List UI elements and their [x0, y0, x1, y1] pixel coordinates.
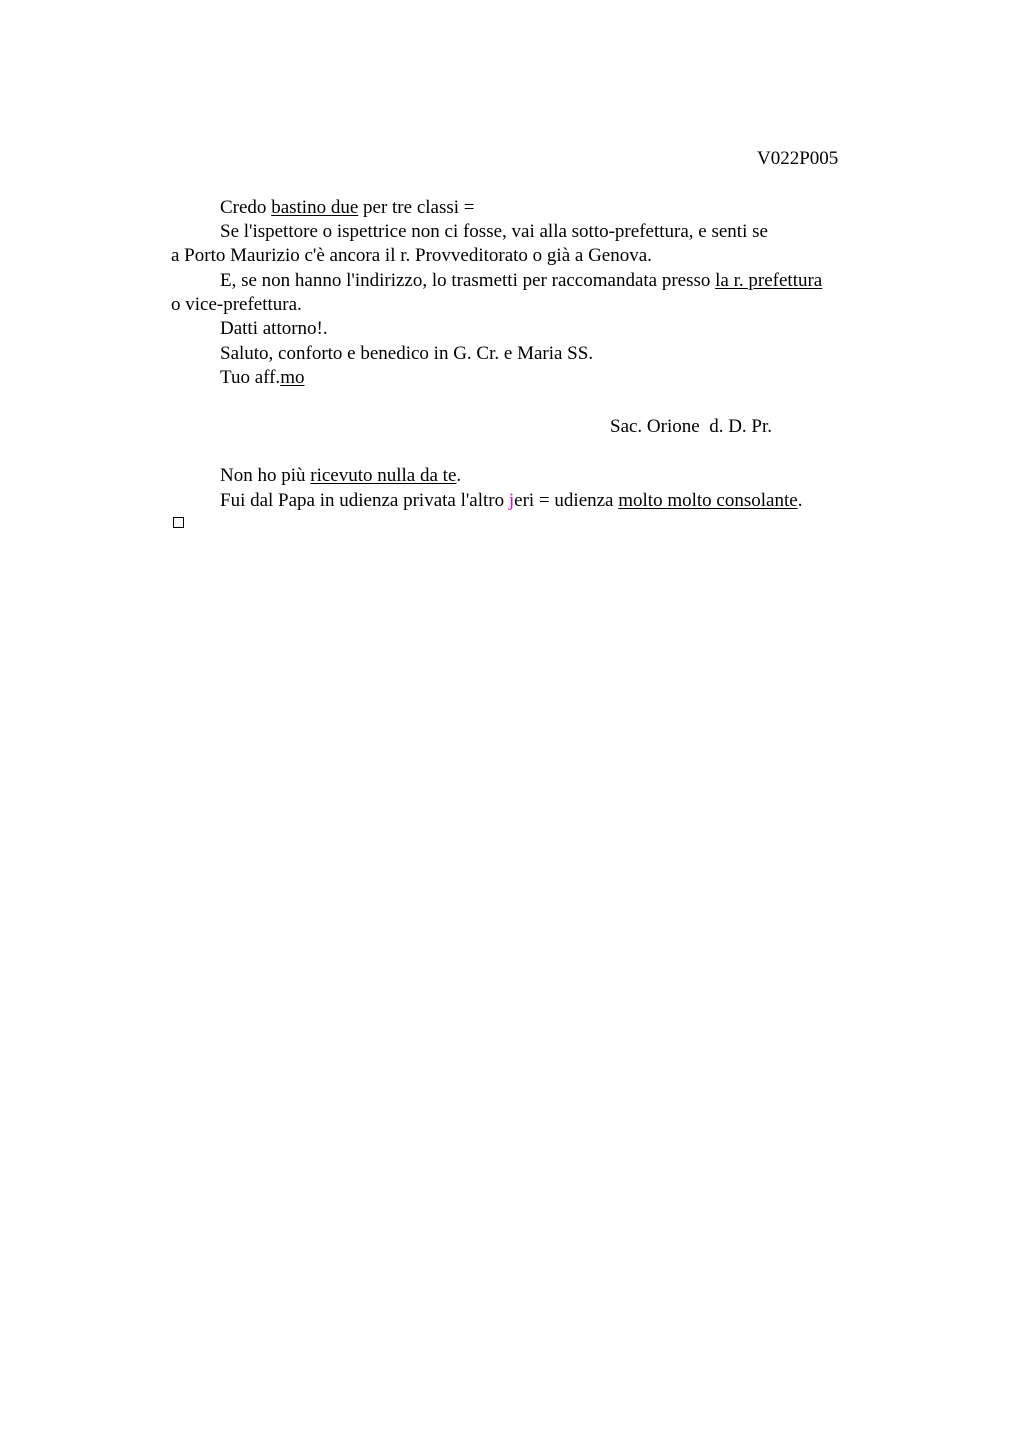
- text-segment: E, se non hanno l'indirizzo, lo trasmetti per raccomandata presso: [220, 270, 716, 291]
- text-line: [220, 220, 768, 244]
- text-line: [220, 366, 304, 390]
- text-segment: .: [797, 490, 803, 511]
- document-id: V022P005: [757, 148, 839, 169]
- text-segment: a Porto Maurizio c'è ancora il r. Provveditorato o già a Genova.: [171, 245, 652, 266]
- text-line: [171, 244, 652, 268]
- underlined-text: ricevuto nulla da te: [310, 465, 457, 486]
- text-line: [220, 196, 475, 220]
- text-segment: Credo: [220, 197, 272, 218]
- underlined-text: bastino due: [271, 197, 359, 218]
- text-segment: Saluto, conforto e benedico in G. Cr. e Maria SS.: [220, 343, 594, 364]
- underlined-text: molto molto consolante: [618, 490, 798, 511]
- text-segment: Tuo aff.: [220, 367, 281, 388]
- text-segment: Fui dal Papa in udienza privata l'altro: [220, 490, 509, 511]
- text-segment: per tre classi =: [358, 197, 475, 218]
- text-segment: .: [456, 465, 462, 486]
- text-segment: o vice-prefettura.: [171, 294, 302, 315]
- postscript-line: [220, 489, 802, 513]
- signature: Sac. Orione d. D. Pr.: [610, 416, 773, 437]
- highlighted-letter: j: [508, 490, 515, 511]
- empty-square-icon: [173, 517, 184, 528]
- postscript-line: [220, 464, 461, 488]
- text-segment: eri = udienza: [514, 490, 619, 511]
- text-line: [171, 293, 302, 317]
- text-line: [220, 342, 593, 366]
- text-segment: Non ho più: [220, 465, 311, 486]
- underlined-text: mo: [280, 367, 305, 388]
- text-segment: Se l'ispettore o ispettrice non ci fosse, vai alla sotto-prefettura, e senti se: [220, 221, 768, 242]
- underlined-text: la r. prefettura: [715, 270, 823, 291]
- text-line: [220, 269, 822, 293]
- text-segment: Datti attorno!.: [220, 318, 328, 339]
- text-line: [220, 317, 328, 341]
